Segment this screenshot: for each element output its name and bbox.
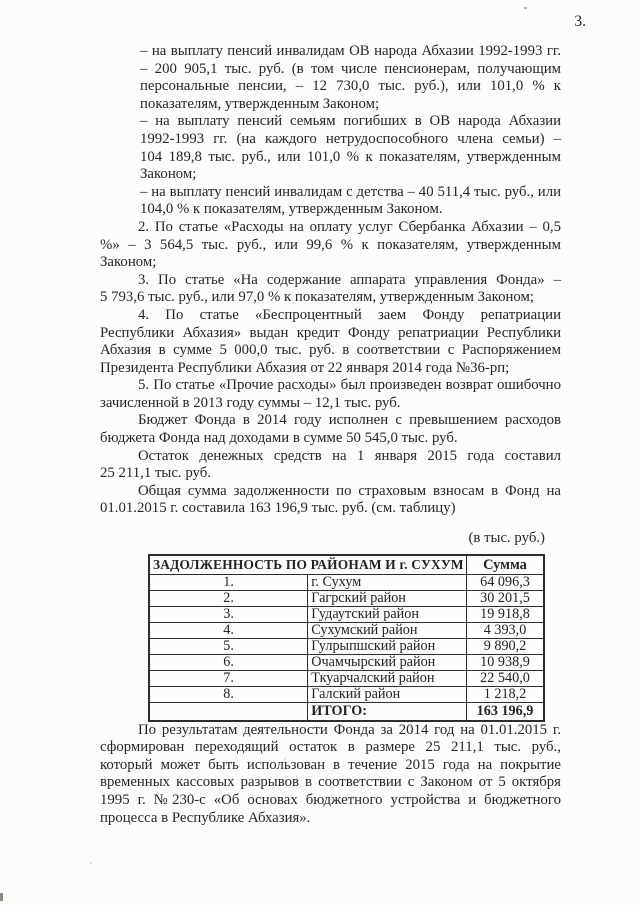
row-number: 3. [149, 606, 308, 622]
row-sum: 30 201,5 [467, 590, 545, 606]
body-paragraph: 3. По статье «На содержание аппарата управления Фонда» – 5 793,6 тыс. руб., или 97,0 % к показателям, утвержденным Законом; [100, 271, 561, 306]
row-number: 5. [149, 638, 308, 654]
debt-table [148, 554, 545, 722]
table-row [149, 606, 544, 622]
table-row [149, 670, 544, 686]
row-number: 2. [149, 590, 308, 606]
row-number: 1. [149, 574, 308, 590]
body-paragraph: 2. По статье «Расходы на оплату услуг Сбербанка Абхазии – 0,5 %» – 3 564,5 тыс. руб., или 99,6 % к показателям, утвержденным Законом; [100, 218, 561, 271]
document-body [100, 43, 561, 827]
scan-speck [90, 862, 92, 864]
closing-paragraph: По результатам деятельности Фонда за 2014 год на 01.01.2015 г. сформирован переходящий остаток в размере 25 211,1 тыс. руб., который может быть использован в течение 2015 года на покрытие временных кассовых разрывов в соответствии с Законом от 5 октября 1995 г. №230-с «Об основах бюджетного устройства и бюджетного процесса в Республике Абхазия». [100, 721, 561, 826]
bullet-paragraph: – на выплату пенсий семьям погибших в ОВ народа Абхазии 1992-1993 гг. (на каждого нетрудоспособного члена семьи) – 104 189,8 тыс. руб., или 101,0 % к показателям, утвержденным Законом; [140, 113, 561, 183]
row-sum: 64 096,3 [467, 574, 545, 590]
bullet-paragraph: – на выплату пенсий инвалидам ОВ народа Абхазии 1992-1993 гг. – 200 905,1 тыс. руб. (в том числе пенсионерам, получающим персональные пенсии, – 12 730,0 тыс. руб.), или 101,0 % к показателям, утвержденным Законом; [140, 43, 561, 112]
row-district: Гудаутский район [308, 606, 467, 622]
row-district: Гулрыпшский район [308, 638, 467, 654]
table-row [149, 686, 544, 702]
row-district: Ткуарчалский район [308, 670, 467, 686]
body-paragraph: Бюджет Фонда в 2014 году исполнен с превышением расходов бюджета Фонда над доходами в сумме 50 545,0 тыс. руб. [100, 412, 561, 447]
row-number: 8. [149, 686, 308, 702]
table-row [149, 622, 544, 638]
bullet-paragraph: – на выплату пенсий инвалидам с детства – 40 511,4 тыс. руб., или 104,0 % к показателям, утвержденным Законом. [140, 183, 561, 218]
scan-edge-mark [0, 893, 3, 901]
row-district: Галский район [308, 686, 467, 702]
table-row [149, 638, 544, 654]
row-sum: 1 218,2 [467, 686, 545, 702]
debt-table-wrapper [148, 554, 545, 722]
body-paragraph: Остаток денежных средств на 1 января 2015 года составил 25 211,1 тыс. руб. [100, 447, 561, 482]
row-sum: 4 393,0 [467, 622, 545, 638]
row-district: Сухумский район [308, 622, 467, 638]
scan-speck [524, 7, 527, 9]
table-row [149, 654, 544, 670]
row-sum: 9 890,2 [467, 638, 545, 654]
row-number: 7. [149, 670, 308, 686]
page-number: 3. [574, 13, 586, 30]
table-row [149, 574, 544, 590]
row-sum: 10 938,9 [467, 654, 545, 670]
row-sum: 22 540,0 [467, 670, 545, 686]
table-sum-header: Сумма [467, 555, 545, 575]
total-label: ИТОГО: [308, 702, 467, 721]
row-district: Очамчырский район [308, 654, 467, 670]
units-note: (в тыс. руб.) [468, 530, 545, 547]
table-header-row [149, 555, 544, 575]
body-paragraph: Общая сумма задолженности по страховым взносам в Фонд на 01.01.2015 г. составила 163 196,9 тыс. руб. (см. таблицу) [100, 482, 561, 517]
row-number: 4. [149, 622, 308, 638]
body-paragraph: 4. По статье «Беспроцентный заем Фонду репатриации Республики Абхазия» выдан кредит Фонду репатриации Республики Абхазия в сумме 5 000,0 тыс. руб. в соответствии с Распоряжением Президента Республики Абхазия от 22 января 2014 года №36-рп; [100, 306, 561, 376]
row-number: 6. [149, 654, 308, 670]
table-title: ЗАДОЛЖЕННОСТЬ ПО РАЙОНАМ И г. СУХУМ [149, 555, 467, 575]
table-row [149, 590, 544, 606]
total-empty-cell [149, 702, 308, 721]
row-sum: 19 918,8 [467, 606, 545, 622]
bullet-list [140, 43, 561, 219]
row-district: г. Сухум [308, 574, 467, 590]
table-total-row [149, 702, 544, 721]
total-sum: 163 196,9 [467, 702, 545, 721]
row-district: Гагрский район [308, 590, 467, 606]
body-paragraph: 5. По статье «Прочие расходы» был произведен возврат ошибочно зачисленной в 2013 году суммы – 12,1 тыс. руб. [100, 377, 561, 411]
scan-speck [284, 758, 286, 760]
